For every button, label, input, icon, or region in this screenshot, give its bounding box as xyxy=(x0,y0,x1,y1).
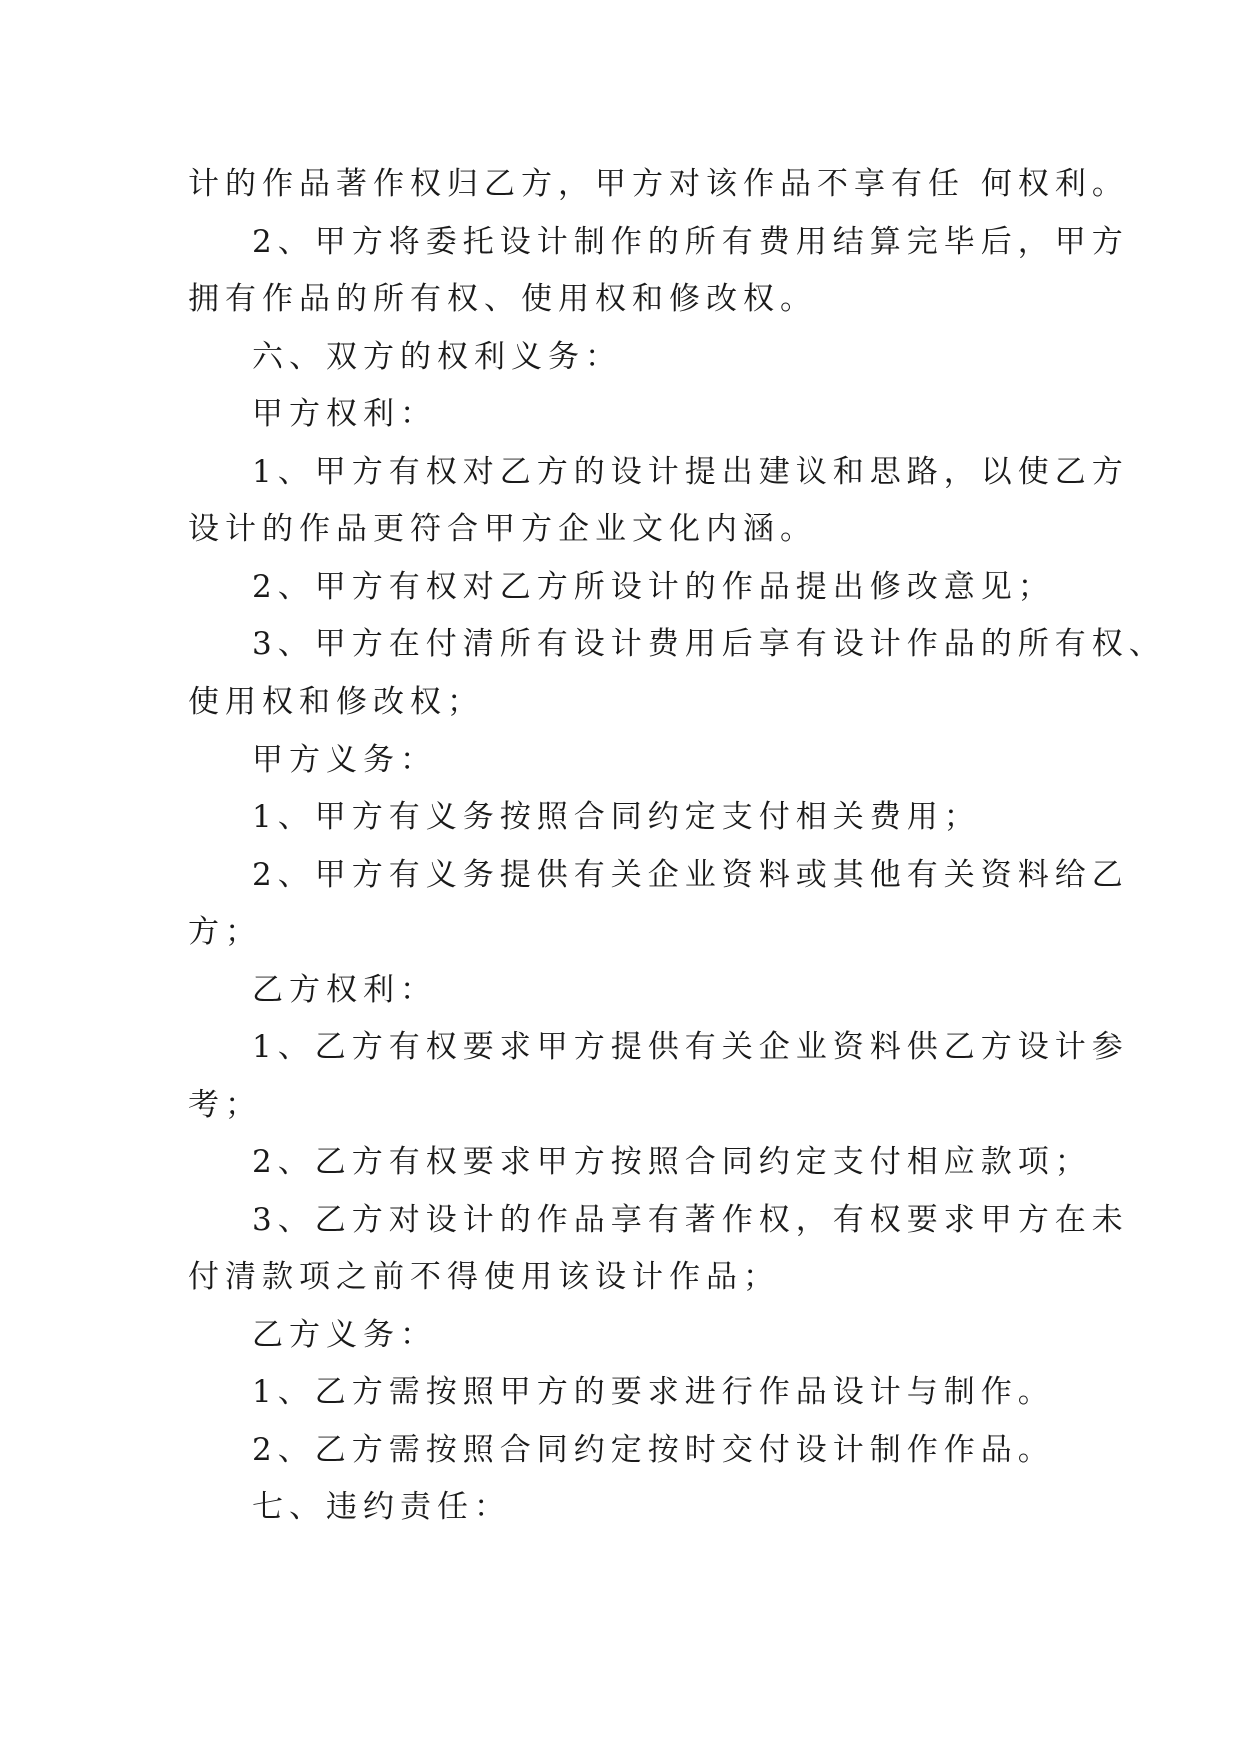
text-line: 使用权和修改权； xyxy=(188,684,484,720)
text-line: 2、乙方有权要求甲方按照合同约定支付相应款项； xyxy=(252,1144,1092,1180)
text-line: 计的作品著作权归乙方，甲方对该作品不享有任 何权利。 xyxy=(188,166,1129,202)
section-heading: 六、双方的权利义务： xyxy=(252,339,622,375)
text-line: 考； xyxy=(188,1087,262,1123)
text-line: 2、甲方有义务提供有关企业资料或其他有关资料给乙 xyxy=(252,857,1129,893)
subsection-heading: 乙方权利： xyxy=(252,972,437,1008)
text-line: 付清款项之前不得使用该设计作品； xyxy=(188,1259,780,1295)
subsection-heading: 甲方权利： xyxy=(252,396,437,432)
text-line: 1、乙方有权要求甲方提供有关企业资料供乙方设计参 xyxy=(252,1029,1129,1065)
section-heading: 七、违约责任： xyxy=(252,1489,511,1525)
text-line: 2、乙方需按照合同约定按时交付设计制作作品。 xyxy=(252,1432,1055,1468)
subsection-heading: 乙方义务： xyxy=(252,1317,437,1353)
text-line: 3、甲方在付清所有设计费用后享有设计作品的所有权、 xyxy=(252,626,1166,662)
text-line: 3、乙方对设计的作品享有著作权，有权要求甲方在未 xyxy=(252,1202,1129,1238)
text-line: 拥有作品的所有权、使用权和修改权。 xyxy=(188,281,817,317)
text-line: 设计的作品更符合甲方企业文化内涵。 xyxy=(188,511,817,547)
text-line: 1、乙方需按照甲方的要求进行作品设计与制作。 xyxy=(252,1374,1055,1410)
subsection-heading: 甲方义务： xyxy=(252,742,437,778)
text-line: 方； xyxy=(188,914,262,950)
text-line: 2、甲方有权对乙方所设计的作品提出修改意见； xyxy=(252,569,1055,605)
text-line: 1、甲方有权对乙方的设计提出建议和思路，以使乙方 xyxy=(252,454,1129,490)
text-line: 2、甲方将委托设计制作的所有费用结算完毕后，甲方 xyxy=(252,224,1129,260)
text-line: 1、甲方有义务按照合同约定支付相关费用； xyxy=(252,799,981,835)
